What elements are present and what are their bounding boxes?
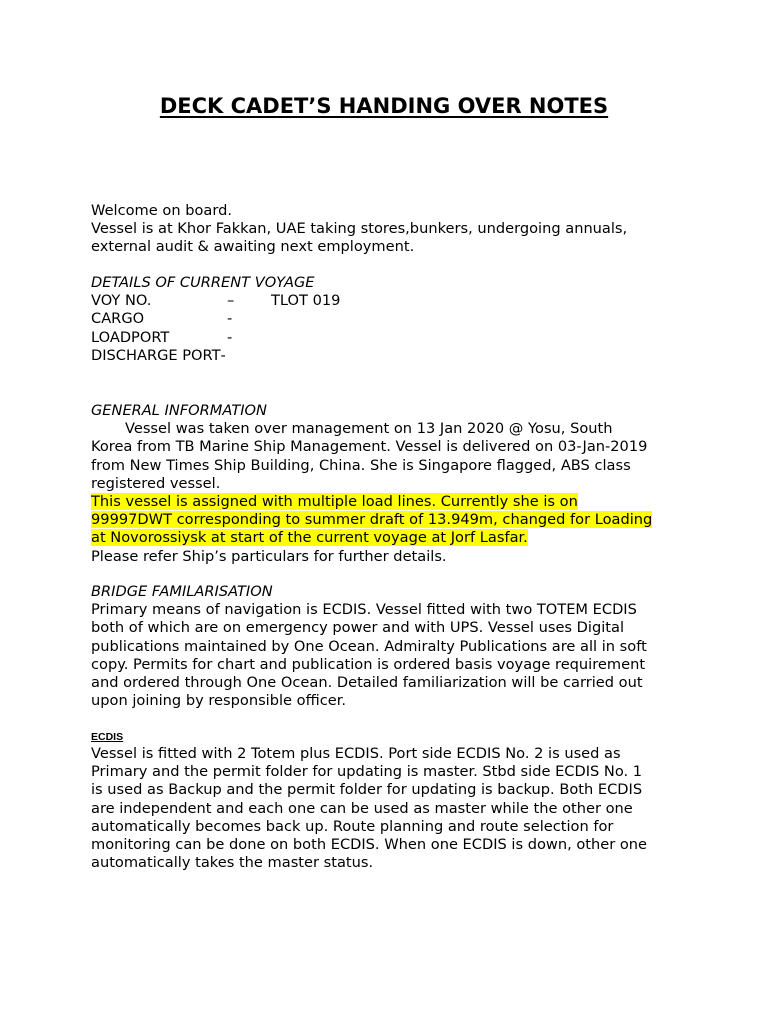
ecdis-label-block: [91, 730, 681, 744]
bridge-line: and ordered through One Ocean. Detailed familiarization will be carried out: [91, 674, 643, 692]
bridge-heading: BRIDGE FAMILARISATION: [91, 583, 273, 600]
bridge-line: copy. Permits for chart and publication is ordered basis voyage requirement: [91, 655, 646, 673]
general-line: Vessel was taken over management on 13 Jan 2020 @ Yosu, South: [125, 420, 613, 438]
highlighted-line: This vessel is assigned with multiple load lines. Currently she is on: [91, 493, 578, 511]
voyage-row-sep: –: [227, 292, 235, 310]
document-title: DECK CADET’S HANDING OVER NOTES: [159, 94, 609, 118]
ecdis-section: [91, 745, 681, 872]
ecdis-line: Vessel is fitted with 2 Totem plus ECDIS. Port side ECDIS No. 2 is used as: [91, 745, 621, 762]
general-heading: GENERAL INFORMATION: [91, 402, 267, 419]
voyage-row-key: LOADPORT: [91, 328, 170, 346]
bridge-line: Primary means of navigation is ECDIS. Vessel fitted with two TOTEM ECDIS: [91, 601, 637, 619]
voyage-heading: DETAILS OF CURRENT VOYAGE: [91, 274, 315, 291]
bridge-section: [91, 583, 681, 710]
voyage-row-sep: -: [227, 328, 233, 346]
ecdis-line: is used as Backup and the permit folder for updating is backup. Both ECDIS: [91, 781, 643, 799]
voyage-row: [91, 292, 681, 310]
ecdis-line: automatically becomes back up. Route planning and route selection for: [91, 817, 614, 835]
voyage-row-key: DISCHARGE PORT: [91, 346, 221, 364]
voyage-row: [91, 347, 681, 365]
voyage-row-value: TLOT 019: [271, 292, 341, 310]
voyage-row-key: VOY NO.: [91, 292, 152, 310]
voyage-row: [91, 310, 681, 328]
highlighted-line: 99997DWT corresponding to summer draft of 13.949m, changed for Loading: [91, 511, 653, 529]
voyage-row-sep: -: [220, 346, 226, 364]
general-line: Korea from TB Marine Ship Management. Vessel is delivered on 03-Jan-2019: [91, 438, 648, 456]
intro-line: Vessel is at Khor Fakkan, UAE taking stores,bunkers, undergoing annuals,: [91, 220, 628, 238]
ecdis-line: monitoring can be done on both ECDIS. When one ECDIS is down, other one: [91, 836, 648, 854]
bridge-line: publications maintained by One Ocean. Admiralty Publications are all in soft: [91, 637, 647, 655]
general-after-line: Please refer Ship’s particulars for further details.: [91, 547, 447, 565]
voyage-section: [91, 274, 681, 365]
ecdis-label: ECDIS: [91, 731, 124, 743]
ecdis-line: Primary and the permit folder for updating is master. Stbd side ECDIS No. 1: [91, 763, 643, 781]
intro-section: [91, 202, 681, 257]
voyage-row: [91, 329, 681, 347]
ecdis-line: automatically takes the master status.: [91, 854, 374, 872]
bridge-line: upon joining by responsible officer.: [91, 692, 346, 710]
ecdis-line: are independent and each one can be used as master while the other one: [91, 799, 633, 817]
voyage-row-key: CARGO: [91, 310, 145, 328]
highlighted-line: at Novorossiysk at start of the current voyage at Jorf Lasfar.: [91, 529, 528, 547]
intro-line: external audit & awaiting next employment.: [91, 238, 415, 256]
bridge-line: both of which are on emergency power and with UPS. Vessel uses Digital: [91, 619, 624, 637]
general-section: [91, 402, 681, 566]
voyage-row-sep: -: [227, 310, 233, 328]
intro-line: Welcome on board.: [91, 202, 232, 219]
general-line: from New Times Ship Building, China. She is Singapore flagged, ABS class: [91, 456, 631, 474]
general-line: registered vessel.: [91, 474, 221, 492]
